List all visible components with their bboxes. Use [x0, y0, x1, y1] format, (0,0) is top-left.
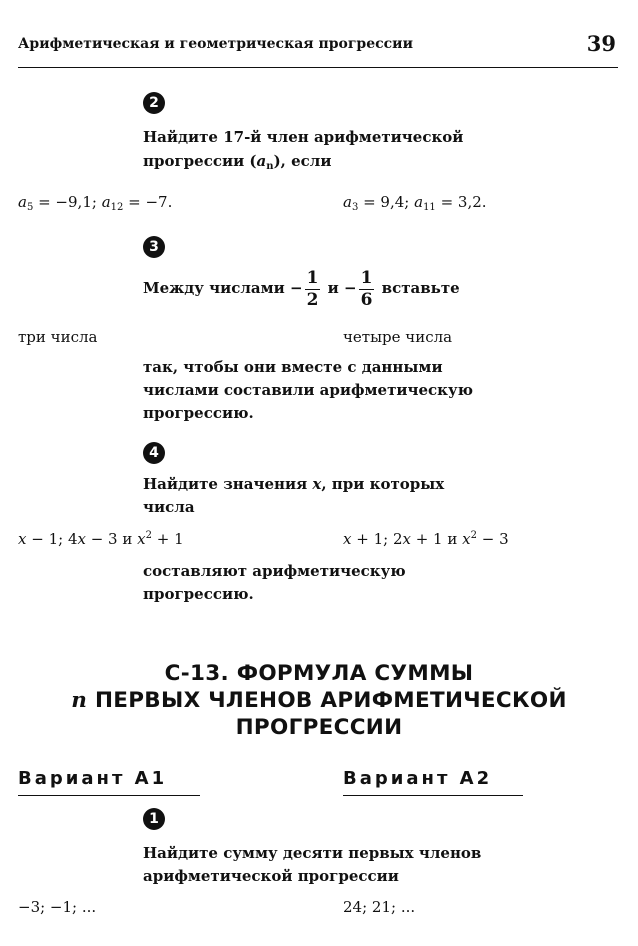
header-divider — [18, 67, 618, 68]
variant-a1-heading: Вариант А1 — [18, 768, 200, 796]
task3-variant-a1-condition: три числа — [18, 328, 98, 346]
task2-variant-a2-condition: $a_3 = 9,4$; $a_{11} = 3,2$. — [343, 193, 487, 213]
task-number-badge: 4 — [143, 442, 165, 464]
task1-text-line2: арифметической прогрессии — [143, 867, 399, 885]
task2-text-line1: Найдите 17-й член арифметической — [143, 128, 464, 146]
task3-variant-a2-condition: четыре числа — [343, 328, 453, 346]
fraction: $\frac{1}{2}$ — [306, 267, 319, 310]
task-number-badge: 2 — [143, 92, 165, 114]
task4-text-cont1: составляют арифметическую — [143, 562, 406, 580]
task3-text-line1: Между числами − $\frac{1}{2}$ и − $\frac{1}{6}$ вставьте — [143, 267, 460, 310]
task4-text-line2: числа — [143, 498, 195, 516]
task1-text-line1: Найдите сумму десяти первых членов — [143, 844, 482, 862]
section-heading-line1: С-13. ФОРМУЛА СУММЫ — [164, 661, 474, 686]
task1-variant-a1-condition: −3; −1; ... — [18, 898, 97, 916]
task1-variant-a2-condition: 24; 21; ... — [343, 898, 416, 916]
running-header-title: Арифметическая и геометрическая прогрессии — [18, 36, 413, 52]
task3-text-cont2: числами составили арифметическую — [143, 381, 473, 399]
task-number-badge: 3 — [143, 236, 165, 258]
task4-variant-a1-condition: x − 1; 4x − 3 и $x^2 + 1$ — [18, 530, 184, 548]
variant-a2-heading: Вариант А2 — [343, 768, 523, 796]
fraction: $\frac{1}{6}$ — [360, 267, 373, 310]
task3-text-cont1: так, чтобы они вместе с данными — [143, 358, 443, 376]
task3-text-cont3: прогрессию. — [143, 404, 254, 422]
task4-text-cont2: прогрессию. — [143, 585, 254, 603]
task2-variant-a1-condition: $a_5 = -9,1$; $a_{12} = -7$. — [18, 193, 173, 213]
section-heading-line2: n ПЕРВЫХ ЧЛЕНОВ АРИФМЕТИЧЕСКОЙ — [71, 688, 567, 713]
section-heading — [0, 660, 638, 741]
section-heading-line3: ПРОГРЕССИИ — [235, 715, 403, 740]
task4-variant-a2-condition: x + 1; 2x + 1 и $x^2 - 3$ — [343, 530, 509, 548]
page-number: 39 — [586, 31, 616, 56]
task-number-badge: 1 — [143, 808, 165, 830]
task2-text-line2: прогрессии $(a_n)$, если — [143, 152, 332, 172]
task4-text-line1: Найдите значения x, при которых — [143, 475, 445, 493]
